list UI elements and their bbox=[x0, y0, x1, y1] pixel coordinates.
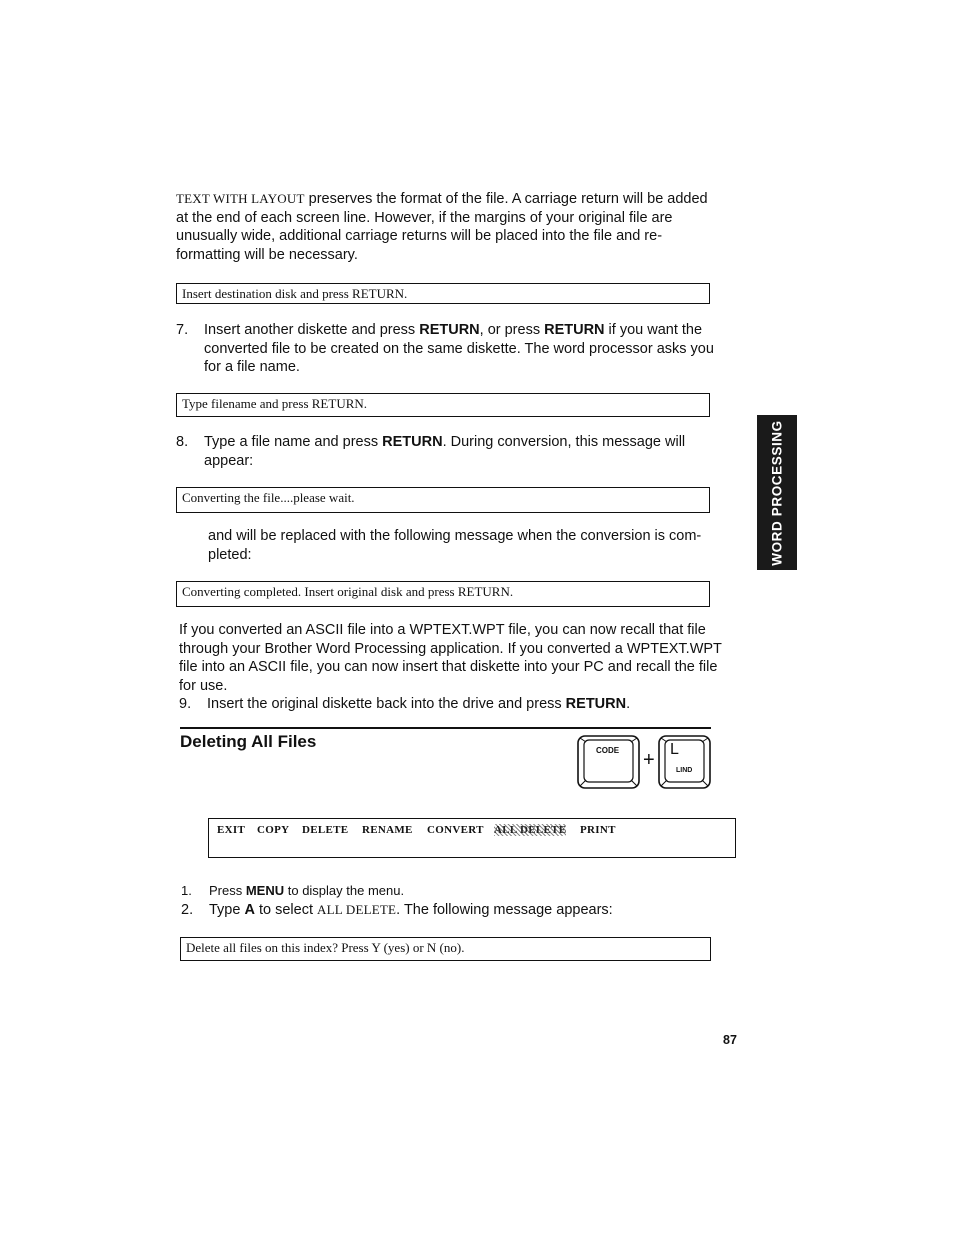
delete-step-1-text: to display the menu. bbox=[284, 883, 405, 898]
key-combination bbox=[577, 735, 711, 789]
step-8-text: Type a file name and press bbox=[204, 434, 383, 450]
a-key-label: A bbox=[244, 902, 255, 918]
delete-step-1 bbox=[181, 882, 741, 901]
ascii-line-2: through your Brother Word Processing application. If you converted a WPTEXT.WPT bbox=[179, 640, 722, 657]
return-key-label: RETURN bbox=[382, 434, 443, 450]
delete-step-1-text: Press bbox=[209, 883, 246, 898]
plus-sign: + bbox=[643, 749, 655, 771]
code-key-label: CODE bbox=[596, 746, 620, 755]
ascii-line-1: If you converted an ASCII file into a WPTEXT.WPT file, you can now recall that file bbox=[179, 622, 706, 638]
intro-line-3: unusually wide, additional carriage returns will be placed into the file and re- bbox=[176, 228, 663, 244]
section-heading: Deleting All Files bbox=[180, 732, 317, 751]
menu-item-rename[interactable]: RENAME bbox=[362, 824, 413, 836]
menu-item-copy[interactable]: COPY bbox=[257, 824, 290, 836]
menu-item-all-delete[interactable]: ALL DELETE bbox=[494, 824, 567, 836]
intro-line-2: at the end of each screen line. However, if the margins of your original file are bbox=[176, 209, 673, 226]
step-9-number: 9. bbox=[179, 696, 192, 712]
step-7-line-2: converted file to be created on the same diskette. The word processor asks you bbox=[204, 340, 714, 357]
section-divider bbox=[180, 727, 711, 729]
delete-step-2-text: . The following message appears: bbox=[396, 902, 613, 918]
ascii-line-3: file into an ASCII file, you can now insert that diskette into your PC and recall the file bbox=[179, 659, 718, 675]
step-7-text: if you want the bbox=[604, 322, 703, 338]
replaced-line-2: pleted: bbox=[208, 546, 252, 563]
menu-item-convert[interactable]: CONVERT bbox=[427, 824, 484, 836]
l-key-bottom-label: LIND bbox=[676, 767, 693, 774]
menu-bar bbox=[208, 818, 736, 858]
return-key-label: RETURN bbox=[419, 322, 480, 338]
step-9-text: . bbox=[626, 696, 631, 712]
step-7-text: Insert another diskette and press bbox=[204, 322, 420, 338]
step-7-line-3: for a file name. bbox=[204, 359, 300, 375]
step-7-number: 7. bbox=[176, 322, 189, 338]
step-7 bbox=[176, 321, 746, 377]
message-converting: Converting the file....please wait. bbox=[176, 487, 710, 513]
message-type-filename: Type filename and press RETURN. bbox=[176, 393, 710, 417]
step-7-text: , or press bbox=[479, 322, 545, 338]
menu-item-print[interactable]: PRINT bbox=[580, 824, 616, 836]
menu-item-exit[interactable]: EXIT bbox=[217, 824, 246, 836]
message-completed: Converting completed. Insert original disk and press RETURN. bbox=[176, 581, 710, 607]
l-key-top-label: L bbox=[670, 741, 679, 758]
side-tab-label: WORD PROCESSING bbox=[769, 419, 785, 566]
all-delete-label: ALL DELETE bbox=[317, 902, 397, 917]
step-8 bbox=[176, 433, 746, 470]
step-8-number: 8. bbox=[176, 434, 189, 450]
replaced-paragraph bbox=[208, 527, 748, 564]
intro-paragraph bbox=[176, 190, 746, 264]
delete-step-2-text: to select bbox=[254, 902, 318, 918]
intro-line-4: formatting will be necessary. bbox=[176, 246, 358, 263]
return-key-label: RETURN bbox=[544, 322, 605, 338]
message-delete-all: Delete all files on this index? Press Y (yes) or N (no). bbox=[180, 937, 711, 961]
delete-step-1-number: 1. bbox=[181, 883, 192, 898]
menu-item-delete[interactable]: DELETE bbox=[302, 824, 349, 836]
delete-step-2 bbox=[181, 901, 741, 920]
section-side-tab bbox=[757, 415, 797, 570]
replaced-line-1: and will be replaced with the following message when the conversion is com- bbox=[208, 528, 702, 544]
intro-line-1: preserves the format of the file. A carriage return will be added bbox=[304, 191, 708, 207]
intro-lead: TEXT WITH LAYOUT bbox=[176, 191, 305, 206]
step-9-text: Insert the original diskette back into the drive and press bbox=[207, 696, 566, 712]
return-key-label: RETURN bbox=[565, 696, 627, 712]
delete-step-2-number: 2. bbox=[181, 902, 194, 918]
step-8-text: . During conversion, this message will bbox=[442, 434, 686, 450]
ascii-paragraph bbox=[179, 621, 749, 714]
step-8-line-2: appear: bbox=[204, 452, 254, 469]
page-number: 87 bbox=[723, 1033, 737, 1047]
message-insert-destination: Insert destination disk and press RETURN. bbox=[176, 283, 710, 304]
menu-key-label: MENU bbox=[245, 883, 285, 898]
delete-step-2-text: Type bbox=[209, 902, 245, 918]
ascii-line-4: for use. bbox=[179, 677, 228, 694]
